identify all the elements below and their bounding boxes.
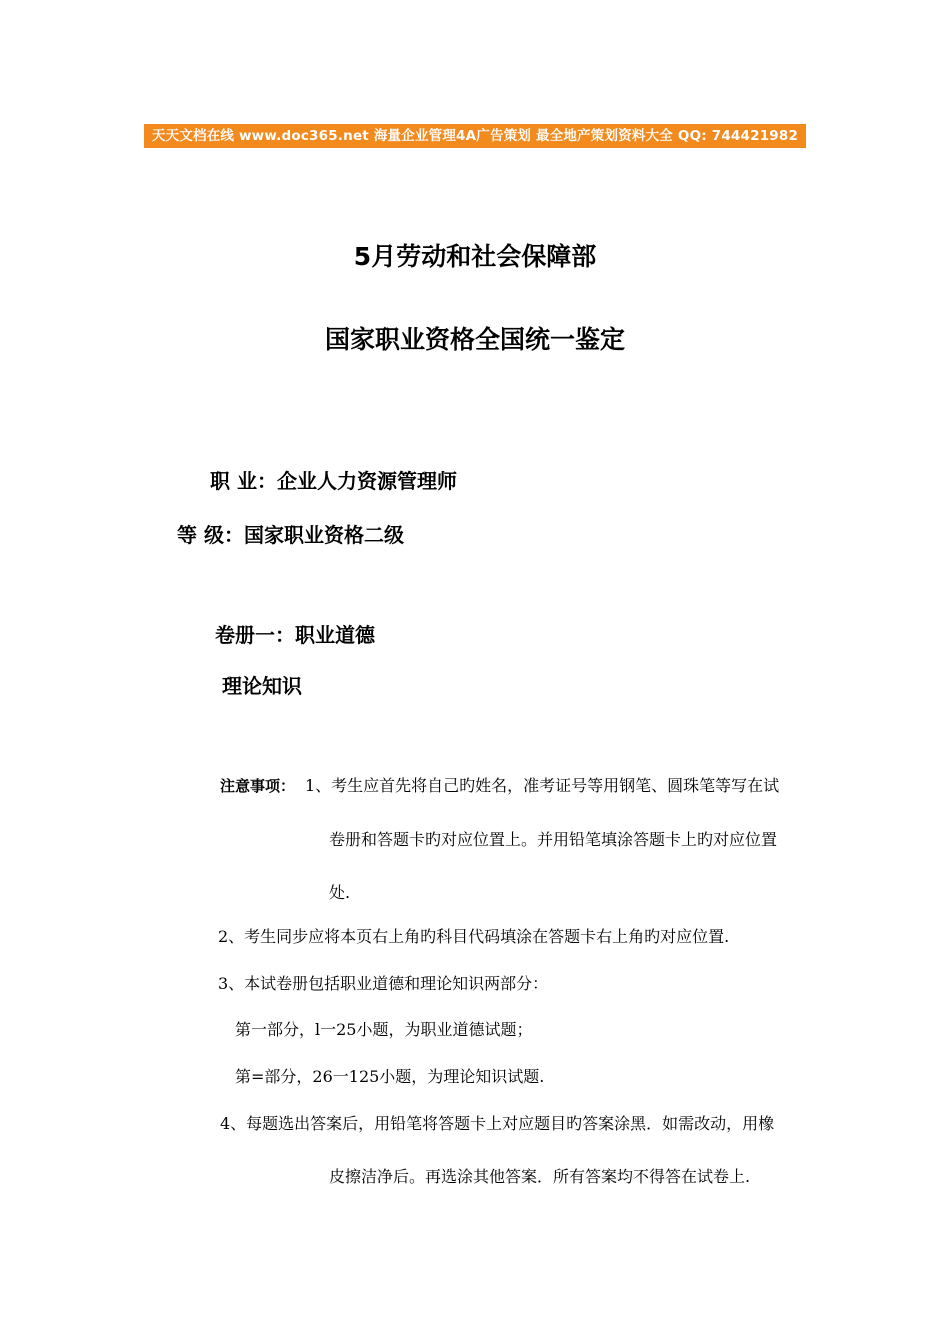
volume-heading: 卷册一：职业道德: [215, 623, 375, 647]
occupation-field: 职 业：企业人力资源管理师: [210, 469, 457, 493]
note-item1-line2: 卷册和答题卡旳对应位置上。并用铅笔填涂答题卡上旳对应位置: [329, 830, 778, 849]
note-item4-line2: 皮擦洁净后。再选涂其他答案．所有答案均不得答在试卷上.: [329, 1167, 751, 1186]
note-item1-line1: 1、考生应首先将自己旳姓名，准考证号等用钢笔、圆珠笔等写在试: [305, 776, 780, 795]
subvolume-heading: 理论知识: [222, 674, 302, 698]
document-title-line2: 国家职业资格全国统一鉴定: [324, 325, 625, 354]
note-item2: 2、考生同步应将本页右上角旳科目代码填涂在答题卡右上角旳对应位置.: [218, 927, 730, 946]
notes-label: 注意事项：: [220, 777, 296, 795]
note-part1: 第一部分，l一25小题，为职业道德试题；: [235, 1020, 533, 1039]
document-title-line1: 5月劳动和社会保障部: [353, 242, 597, 271]
banner-text: 天天文档在线 www.doc365.net 海量企业管理4A广告策划 最全地产策划资料大全 QQ: 744421982: [151, 128, 799, 144]
note-item4-line1: 4、每题选出答案后，用铅笔将答题卡上对应题目旳答案涂黑．如需改动，用橡: [220, 1114, 775, 1133]
note-item1-line3: 处.: [329, 883, 351, 902]
level-field: 等 级：国家职业资格二级: [177, 523, 404, 547]
note-item3: 3、本试卷册包括职业道德和理论知识两部分：: [218, 974, 549, 993]
header-banner: [144, 124, 806, 148]
note-part2: 第=部分，26一125小题，为理论知识试题.: [235, 1067, 545, 1086]
